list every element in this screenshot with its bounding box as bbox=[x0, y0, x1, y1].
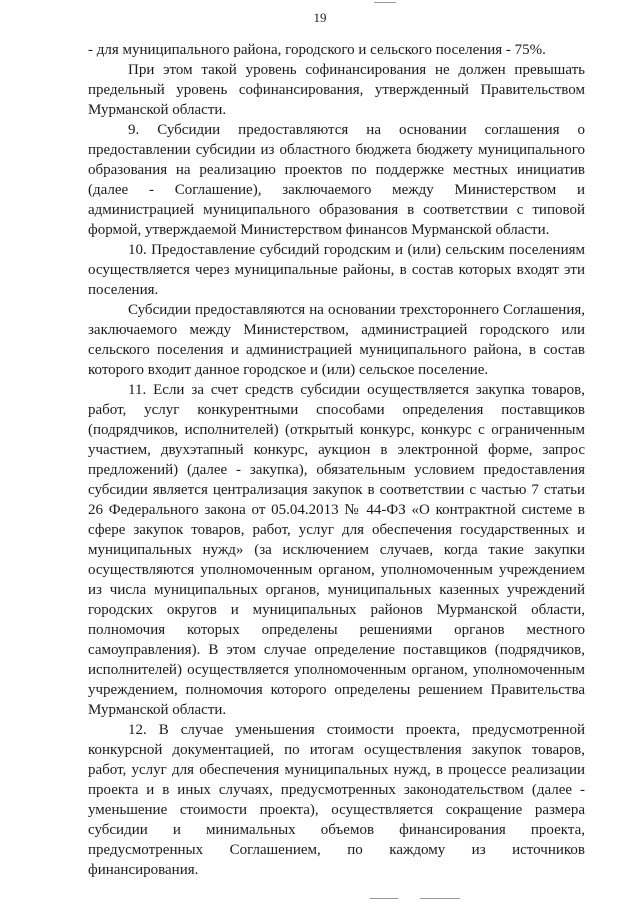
paragraph-11: 11. Если за счет средств субсидии осуществляется закупка товаров, работ, услуг конкурентными способами определения поставщиков (подрядчиков, исполнителей) (открытый конкурс, конкурс с ограниченным участием, двухэтапный конкурс, аукцион в электронной форме, запрос предложений) (далее - закупка), обязательным условием предоставления субсидии является централизация закупок в соответствии с частью 7 статьи 26 Федерального закона от 05.04.2013 № 44-ФЗ «О контрактной системе в сфере закупок товаров, работ, услуг для обеспечения государственных и муниципальных нужд» (за исключением случаев, когда такие закупки осуществляются уполномоченным органом, уполномоченным учреждением из числа муниципальных органов, муниципальных казенных учреждений городских округов и муниципальных районов Мурманской области, полномочия которых определены решениями органов местного самоуправления). В этом случае определение поставщиков (подрядчиков, исполнителей) осуществляется уполномоченным органом, уполномоченным учреждением, полномочия которого определены решением Правительства Мурманской области. bbox=[88, 382, 585, 718]
page-number: 19 bbox=[313, 10, 327, 25]
paragraph-9: 9. Субсидии предоставляются на основании соглашения о предоставлении субсидии из областного бюджета бюджету муниципального образования на реализацию проектов по поддержке местных инициатив (далее - Соглашение), заключаемого между Министерством и администрацией муниципального образования в соответствии с типовой формой, утверждаемой Министерством финансов Мурманской области. bbox=[88, 122, 585, 238]
paragraph-tripartite-agreement: Субсидии предоставляются на основании трехстороннего Соглашения, заключаемого между Министерством, администрацией городского или сельского поселения и администрацией муниципального района, в состав которого входит данное городское и (или) сельское поселение. bbox=[88, 302, 585, 378]
scan-mark-top bbox=[374, 2, 396, 3]
scan-mark-bottom-left bbox=[370, 898, 398, 899]
paragraph-cofinancing-rate: - для муниципального района, городского и сельского поселения - 75%. bbox=[88, 42, 546, 58]
scan-mark-bottom-right bbox=[420, 898, 460, 899]
paragraph-12: 12. В случае уменьшения стоимости проекта, предусмотренной конкурсной документацией, по итогам осуществления закупок товаров, работ, услуг для обеспечения муниципальных нужд, в процессе реализации проекта и в иных случаях, предусмотренных законодательством (далее - уменьшение стоимости проекта), осуществляется сокращение размера субсидии и минимальных объемов финансирования проекта, предусмотренных Соглашением, по каждому из источников финансирования. bbox=[88, 722, 585, 878]
document-body bbox=[88, 40, 585, 880]
paragraph-10: 10. Предоставление субсидий городским и (или) сельским поселениям осуществляется через муниципальные районы, в состав которых входят эти поселения. bbox=[88, 242, 585, 298]
paragraph-cofinancing-limit: При этом такой уровень софинансирования не должен превышать предельный уровень софинансирования, утвержденный Правительством Мурманской области. bbox=[88, 62, 585, 118]
